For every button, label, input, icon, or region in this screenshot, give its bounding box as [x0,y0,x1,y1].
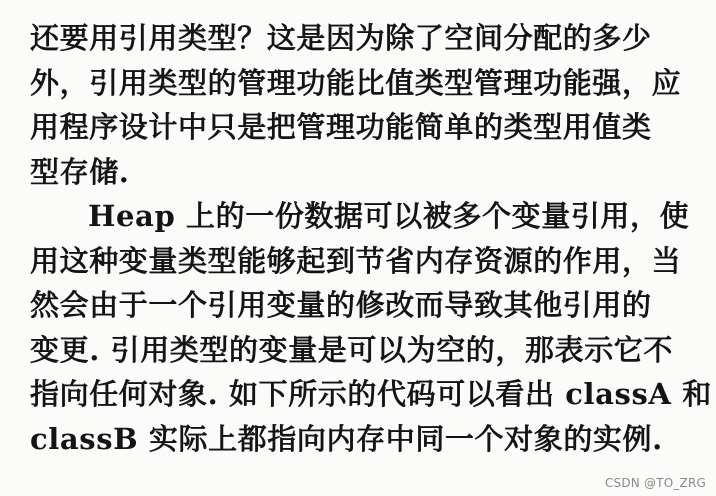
text-line: 外，引用类型的管理功能比值类型管理功能强，应 [30,65,682,100]
text-line: classB 实际上都指向内存中同一个对象的实例. [30,421,663,456]
csdn-watermark: CSDN @TO_ZRG [604,476,706,490]
paragraph-2 [30,194,712,461]
text-line: 型存储. [30,154,130,189]
text-line: 用程序设计中只是把管理功能简单的类型用值类 [30,110,652,144]
text-line: 变更. 引用类型的变量是可以为空的，那表示它不 [30,332,673,367]
text-line: Heap 上的一份数据可以被多个变量引用，使 [88,199,690,233]
text-line: 然会由于一个引用变量的修改而导致其他引用的 [30,288,652,322]
text-line: 指向任何对象. 如下所示的代码可以看出 classA 和 [30,377,712,411]
text-line: 还要用引用类型？这是因为除了空间分配的多少 [30,21,652,55]
text-line: 用这种变量类型能够起到节省内存资源的作用，当 [30,243,682,278]
paragraph-1 [30,16,680,194]
body-text [30,16,712,461]
